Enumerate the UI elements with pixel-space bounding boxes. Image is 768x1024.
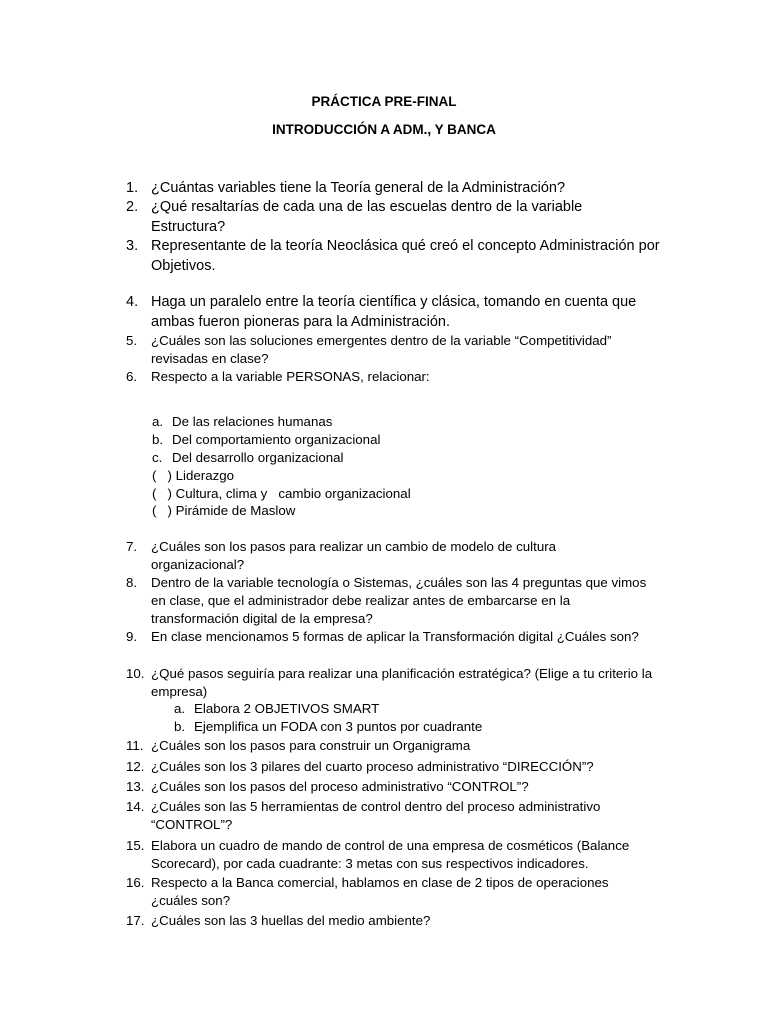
question-text: ¿Cuáles son los pasos para realizar un cambio de modelo de cultura organizacional? <box>151 539 557 572</box>
question-text: En clase mencionamos 5 formas de aplicar la Transformación digital ¿Cuáles son? <box>151 629 639 644</box>
question-17 <box>126 912 666 930</box>
question-number: 13. <box>126 779 145 794</box>
q10-subitem-a <box>174 700 379 718</box>
question-number: 15. <box>126 838 145 853</box>
question-13 <box>126 778 666 796</box>
question-text: Elabora un cuadro de mando de control de una empresa de cosméticos (Balance Scorecard), por cada cuadrante: 3 metas con sus respectivos indicadores. <box>151 838 630 871</box>
question-number: 14. <box>126 799 145 814</box>
question-text: ¿Cuáles son las 3 huellas del medio ambiente? <box>151 913 431 928</box>
question-1 <box>126 178 666 198</box>
question-text: ¿Qué resaltarías de cada una de las escuelas dentro de la variable Estructura? <box>151 199 583 235</box>
question-12 <box>126 758 666 776</box>
question-text: ¿Cuáles son los pasos del proceso administrativo “CONTROL”? <box>151 779 529 794</box>
question-number: 16. <box>126 875 145 890</box>
subitem-text: Elabora 2 OBJETIVOS SMART <box>194 701 380 716</box>
document-title: PRÁCTICA PRE-FINAL <box>311 94 457 109</box>
question-number: 12. <box>126 759 145 774</box>
q6-option-c <box>152 449 343 467</box>
question-number: 10. <box>126 666 145 681</box>
question-4 <box>126 292 666 332</box>
option-text: De las relaciones humanas <box>172 414 333 429</box>
question-14 <box>126 798 626 834</box>
subitem-label: b. <box>174 719 186 734</box>
question-text: Representante de la teoría Neoclásica qué creó el concepto Administración por Objetivos. <box>151 238 660 274</box>
option-text: Del comportamiento organizacional <box>172 432 381 447</box>
question-text: ¿Cuántas variables tiene la Teoría general de la Administración? <box>151 180 566 196</box>
q6-blank-2: ( ) Cultura, clima y cambio organizacional <box>152 486 411 501</box>
q6-blank-1: ( ) Liderazgo <box>152 468 235 483</box>
q6-option-b <box>152 431 380 449</box>
question-8 <box>126 574 656 628</box>
question-10 <box>126 665 666 701</box>
option-label: a. <box>152 414 164 429</box>
question-number: 8. <box>126 575 138 590</box>
question-3 <box>126 236 666 276</box>
question-number: 9. <box>126 629 138 644</box>
question-text: ¿Qué pasos seguiría para realizar una planificación estratégica? (Elige a tu criterio la empresa) <box>151 666 653 699</box>
question-number: 7. <box>126 539 138 554</box>
question-2 <box>126 197 596 237</box>
q10-subitem-b <box>174 718 482 736</box>
question-11 <box>126 737 666 755</box>
q6-blank-3: ( ) Pirámide de Maslow <box>152 503 296 518</box>
question-number: 5. <box>126 333 138 348</box>
question-text: ¿Cuáles son las soluciones emergentes dentro de la variable “Competitividad” revisadas en clase? <box>151 333 612 366</box>
question-6 <box>126 368 666 386</box>
question-9 <box>126 628 666 646</box>
subitem-label: a. <box>174 701 186 716</box>
question-16 <box>126 874 641 910</box>
option-text: Del desarrollo organizacional <box>172 450 344 465</box>
question-number: 2. <box>126 199 139 215</box>
question-number: 4. <box>126 294 139 310</box>
question-15 <box>126 837 666 873</box>
question-number: 11. <box>126 738 144 753</box>
option-label: b. <box>152 432 164 447</box>
question-text: Respecto a la variable PERSONAS, relacionar: <box>151 369 430 384</box>
subitem-text: Ejemplifica un FODA con 3 puntos por cuadrante <box>194 719 483 734</box>
q6-option-a <box>152 413 332 431</box>
document-subtitle: INTRODUCCIÓN A ADM., Y BANCA <box>272 122 496 137</box>
question-text: ¿Cuáles son las 5 herramientas de control dentro del proceso administrativo “CONTROL”? <box>151 799 601 832</box>
question-number: 1. <box>126 180 139 196</box>
question-text: Respecto a la Banca comercial, hablamos en clase de 2 tipos de operaciones ¿cuáles son? <box>151 875 609 908</box>
question-7 <box>126 538 596 574</box>
question-number: 17. <box>126 913 145 928</box>
question-text: ¿Cuáles son los 3 pilares del cuarto proceso administrativo “DIRECCIÓN”? <box>151 759 594 774</box>
question-number: 3. <box>126 238 139 254</box>
question-text: Haga un paralelo entre la teoría científica y clásica, tomando en cuenta que ambas fueron pioneras para la Administración. <box>151 294 637 330</box>
question-text: Dentro de la variable tecnología o Sistemas, ¿cuáles son las 4 preguntas que vimos en clase, que el administrador debe realizar antes de embarcarse en la transformación digital de la empresa? <box>151 575 647 626</box>
question-5 <box>126 332 646 368</box>
question-number: 6. <box>126 369 138 384</box>
option-label: c. <box>152 450 163 465</box>
question-text: ¿Cuáles son los pasos para construir un Organigrama <box>151 738 471 753</box>
